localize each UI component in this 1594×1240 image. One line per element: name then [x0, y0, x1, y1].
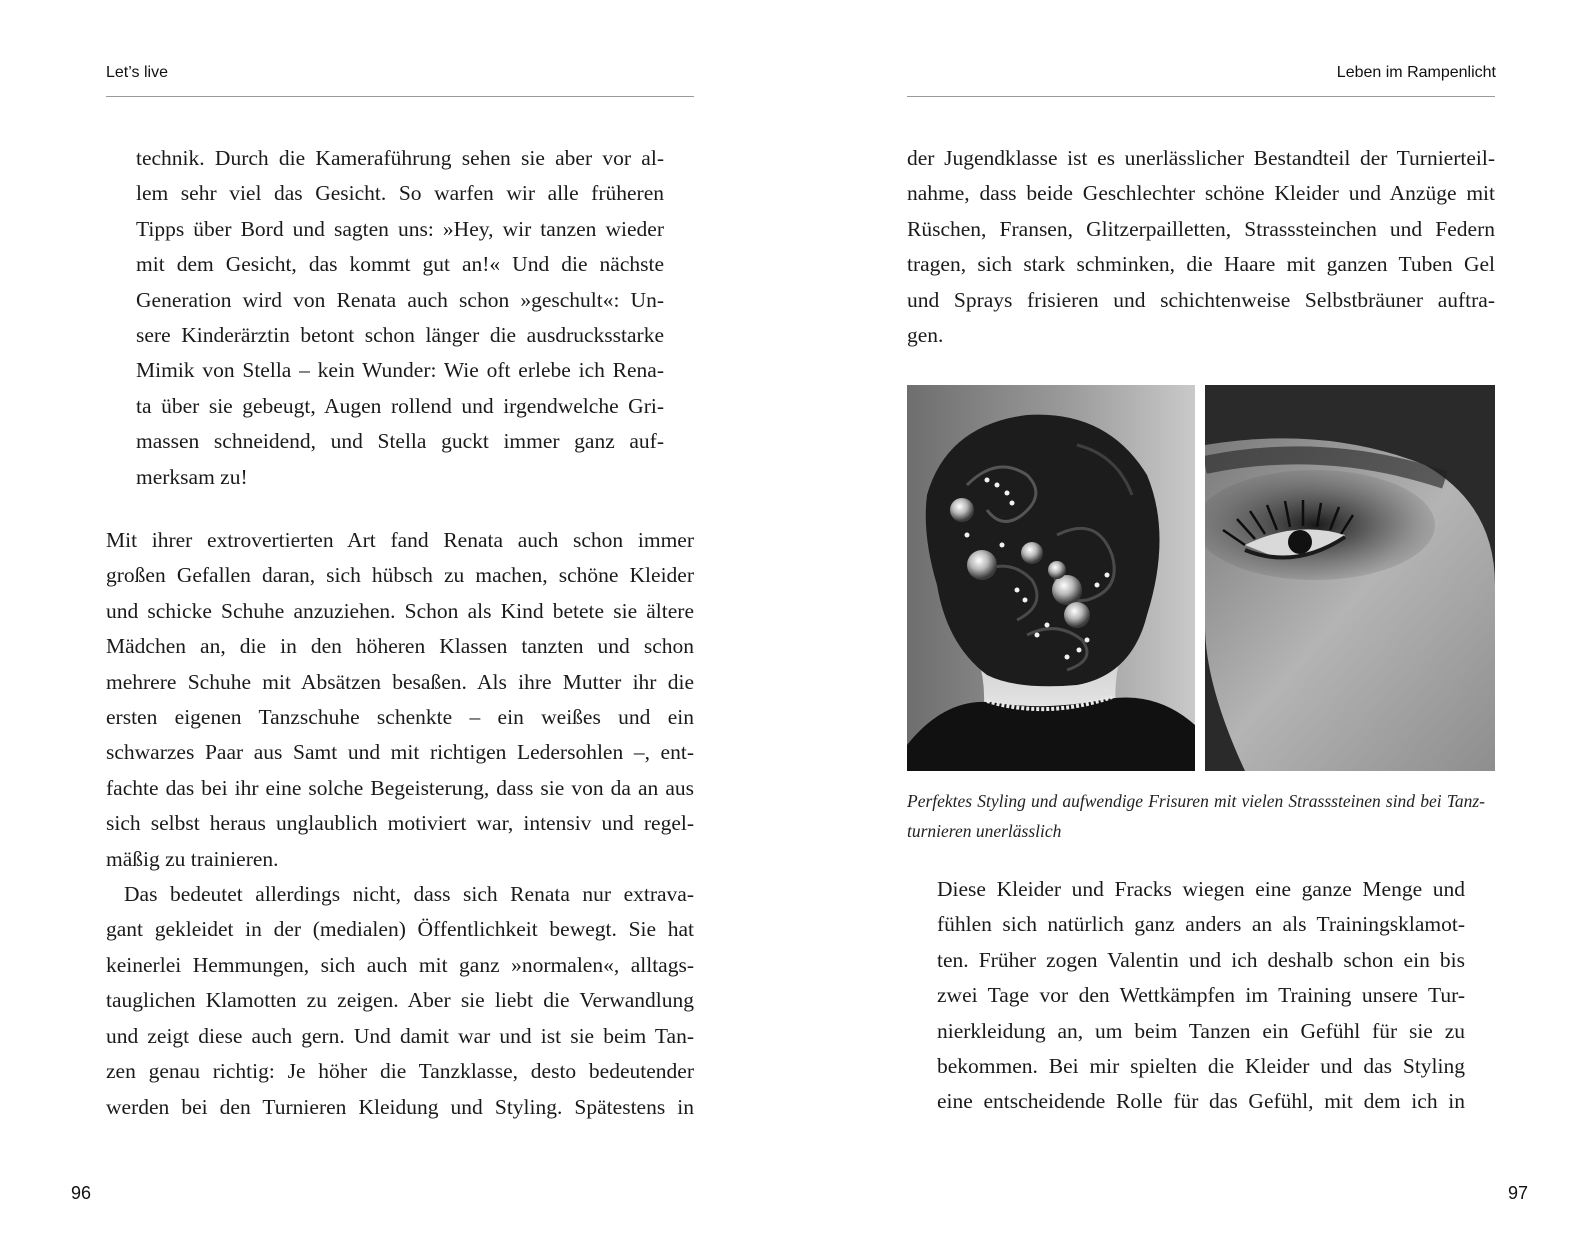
- text-line: der Jugendklasse ist es unerlässlicher Bestandteil der Turnierteil-: [907, 146, 1495, 170]
- text-line: merksam zu!: [136, 464, 248, 489]
- body-text-left: [106, 523, 694, 1125]
- text-line: mit dem Gesicht, das kommt gut an!« Und die nächste: [136, 252, 664, 277]
- caption-line: Perfektes Styling und aufwendige Frisuren mit vielen Strasssteinen sind bei Tanz-: [907, 791, 1485, 811]
- eye-makeup-photo: [1205, 385, 1495, 771]
- text-line: nierkleidung an, um beim Tanzen ein Gefühl für sie zu: [937, 1018, 1465, 1043]
- text-line: Diese Kleider und Fracks wiegen eine ganze Menge und: [937, 877, 1465, 901]
- text-line: Mimik von Stella – kein Wunder: Wie oft erlebe ich Rena-: [136, 358, 664, 383]
- text-line: werden bei den Turnieren Kleidung und Styling. Spätestens in: [106, 1094, 694, 1119]
- text-line: schwarzes Paar aus Samt und mit richtigen Ledersohlen –, ent-: [106, 740, 694, 765]
- text-line: technik. Durch die Kameraführung sehen sie aber vor al-: [136, 146, 664, 170]
- text-line: Das bedeutet allerdings nicht, dass sich Renata nur extrava-: [124, 882, 694, 907]
- text-line: zwei Tage vor den Wettkämpfen im Training unsere Tur-: [937, 983, 1465, 1008]
- running-head-left: Let’s live: [106, 64, 168, 81]
- text-line: sich selbst heraus unglaublich motiviert war, intensiv und regel-: [106, 811, 694, 836]
- text-line: gen.: [907, 323, 944, 348]
- text-line: Rüschen, Fransen, Glitzerpailletten, Strasssteinchen und Federn: [907, 216, 1495, 241]
- text-line: nahme, dass beide Geschlechter schöne Kleider und Anzüge mit: [907, 181, 1495, 206]
- text-line: gant gekleidet in der (medialen) Öffentlichkeit bewegt. Sie hat: [106, 917, 694, 942]
- text-line: ta über sie gebeugt, Augen rollend und irgendwelche Gri-: [136, 393, 664, 418]
- text-line: und Sprays frisieren und schichtenweise Selbstbräuner auftra-: [907, 287, 1495, 312]
- text-line: fachte das bei ihr eine solche Begeisterung, dass sie von da an aus: [106, 775, 694, 800]
- text-line: und schicke Schuhe anzuziehen. Schon als Kind betete sie ältere: [106, 598, 694, 623]
- text-line: keinerlei Hemmungen, sich auch mit ganz »normalen«, alltags-: [106, 952, 694, 977]
- text-line: eine entscheidende Rolle für das Gefühl, mit dem ich in: [937, 1089, 1465, 1114]
- text-line: lem sehr viel das Gesicht. So warfen wir alle früheren: [136, 181, 664, 206]
- text-line: bekommen. Bei mir spielten die Kleider und das Styling: [937, 1054, 1465, 1079]
- text-line: Tipps über Bord und sagten uns: »Hey, wir tanzen wieder: [136, 216, 664, 241]
- page-number-right: 97: [1507, 1183, 1528, 1203]
- right-page: [797, 0, 1594, 1240]
- text-line: Mit ihrer extrovertierten Art fand Renata auch schon immer: [106, 528, 694, 552]
- text-line: mäßig zu trainieren.: [106, 846, 279, 871]
- text-line: Mädchen an, die in den höheren Klassen tanzten und schon: [106, 634, 694, 659]
- text-line: sere Kinderärztin betont schon länger die ausdrucksstarke: [136, 323, 664, 348]
- body-text-right: [907, 141, 1495, 353]
- header-rule-left: [106, 96, 694, 97]
- text-line: großen Gefallen daran, sich hübsch zu machen, schöne Kleider: [106, 563, 694, 588]
- caption-line: turnieren unerlässlich: [907, 821, 1062, 841]
- text-line: fühlen sich natürlich ganz anders an als Trainingsklamot-: [937, 912, 1465, 937]
- indented-quote-right: [937, 872, 1465, 1120]
- photo-caption: [907, 786, 1485, 846]
- photo-pair: [907, 385, 1495, 771]
- text-line: tragen, sich stark schminken, die Haare mit ganzen Tuben Gel: [907, 252, 1495, 277]
- text-line: massen schneidend, und Stella guckt immer ganz auf-: [136, 429, 664, 454]
- text-line: Generation wird von Renata auch schon »geschult«: Un-: [136, 287, 664, 312]
- text-line: zen genau richtig: Je höher die Tanzklasse, desto bedeutender: [106, 1059, 694, 1084]
- text-line: und zeigt diese auch gern. Und damit war und ist sie beim Tan-: [106, 1023, 694, 1048]
- text-line: mehrere Schuhe mit Absätzen besaßen. Als ihre Mutter ihr die: [106, 669, 694, 694]
- page-number-left: 96: [71, 1183, 92, 1203]
- text-line: ten. Früher zogen Valentin und ich deshalb schon ein bis: [937, 947, 1465, 972]
- header-rule-right: [907, 96, 1495, 97]
- hairstyle-photo: [907, 385, 1195, 771]
- text-line: ersten eigenen Tanzschuhe schenkte – ein weißes und ein: [106, 705, 694, 730]
- text-line: tauglichen Klamotten zu zeigen. Aber sie liebt die Verwandlung: [106, 988, 694, 1013]
- running-head-right: Leben im Rampenlicht: [1336, 64, 1496, 81]
- indented-quote-left: [136, 141, 664, 495]
